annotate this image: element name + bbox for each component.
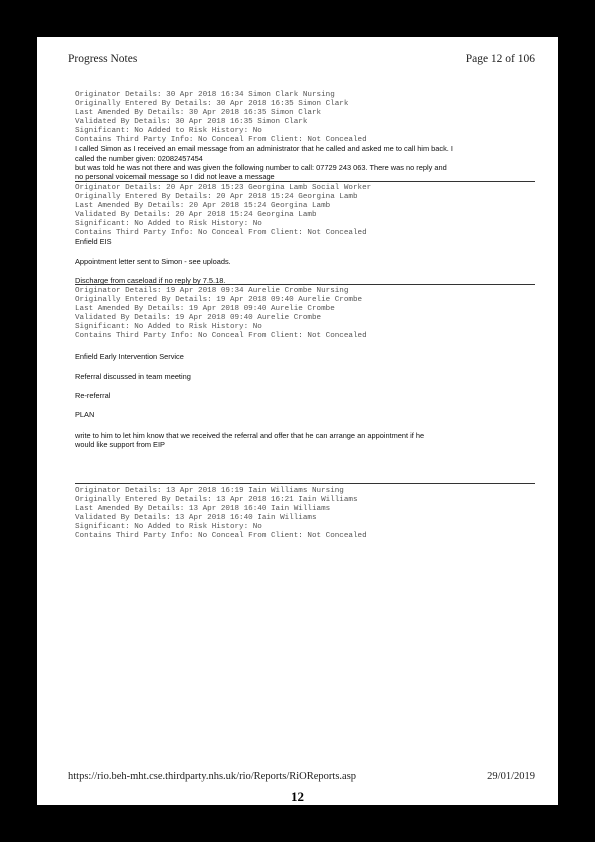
meta-validated: Validated By Details: 30 Apr 2018 16:35 Simon Clark xyxy=(75,117,308,126)
meta-third-party: Contains Third Party Info: No Conceal From Client: Not Concealed xyxy=(75,228,367,237)
entry-divider xyxy=(75,181,535,182)
meta-originator: Originator Details: 19 Apr 2018 09:34 Aurelie Crombe Nursing xyxy=(75,287,349,295)
document-page xyxy=(37,37,558,805)
meta-validated: Validated By Details: 19 Apr 2018 09:40 Aurelie Crombe xyxy=(75,313,322,322)
meta-amended: Last Amended By Details: 19 Apr 2018 09:40 Aurelie Crombe xyxy=(75,304,335,313)
note-line: I called Simon as I received an email message from an administrator that he called and asked me to call him back. I xyxy=(75,144,453,154)
meta-significant: Significant: No Added to Risk History: No xyxy=(75,322,262,331)
entry-divider xyxy=(75,284,535,285)
meta-originator: Originator Details: 20 Apr 2018 15:23 Georgina Lamb Social Worker xyxy=(75,184,372,192)
note-line: PLAN xyxy=(75,410,95,420)
page-number: 12 xyxy=(291,789,304,804)
progress-note-entry xyxy=(75,184,530,285)
header-page-count: Page 12 of 106 xyxy=(465,53,535,65)
meta-originator: Originator Details: 30 Apr 2018 16:34 Simon Clark Nursing xyxy=(75,91,335,99)
note-line: Referral discussed in team meeting xyxy=(75,371,191,381)
meta-amended: Last Amended By Details: 30 Apr 2018 16:35 Simon Clark xyxy=(75,108,322,117)
note-line: Appointment letter sent to Simon - see uploads. xyxy=(75,256,231,266)
note-line: no personal voicemail message so I did not leave a message xyxy=(75,172,275,182)
progress-note-entry xyxy=(75,487,530,540)
footer-date: 29/01/2019 xyxy=(487,771,535,782)
meta-amended: Last Amended By Details: 20 Apr 2018 15:24 Georgina Lamb xyxy=(75,201,331,210)
meta-third-party: Contains Third Party Info: No Conceal From Client: Not Concealed xyxy=(75,531,367,540)
meta-entered: Originally Entered By Details: 20 Apr 2018 15:24 Georgina Lamb xyxy=(75,192,358,201)
meta-entered: Originally Entered By Details: 30 Apr 2018 16:35 Simon Clark xyxy=(75,99,349,108)
note-line: Discharge from caseload if no reply by 7.5.18. xyxy=(75,275,226,285)
meta-significant: Significant: No Added to Risk History: No xyxy=(75,126,262,135)
note-line: would like support from EIP xyxy=(75,440,165,450)
progress-note-entry xyxy=(75,91,530,181)
note-line: called the number given: 02082457454 xyxy=(75,153,203,163)
meta-validated: Validated By Details: 20 Apr 2018 15:24 Georgina Lamb xyxy=(75,210,317,219)
note-line: write to him to let him know that we received the referral and offer that he can arrange an appointment if he xyxy=(75,431,425,441)
meta-significant: Significant: No Added to Risk History: No xyxy=(75,522,262,531)
meta-originator: Originator Details: 13 Apr 2018 16:19 Iain Williams Nursing xyxy=(75,487,344,495)
note-line: Enfield EIS xyxy=(75,237,112,247)
footer-url: https://rio.beh-mht.cse.thirdparty.nhs.uk/rio/Reports/RiOReports.asp xyxy=(68,771,357,782)
meta-significant: Significant: No Added to Risk History: No xyxy=(75,219,262,228)
note-line: Enfield Early Intervention Service xyxy=(75,352,184,362)
note-line: but was told he was not there and was given the following number to call: 07729 243 063. There was no reply and xyxy=(75,162,447,172)
header-title: Progress Notes xyxy=(68,53,138,65)
meta-entered: Originally Entered By Details: 19 Apr 2018 09:40 Aurelie Crombe xyxy=(75,295,363,304)
entry-divider xyxy=(75,483,535,484)
meta-amended: Last Amended By Details: 13 Apr 2018 16:40 Iain Williams xyxy=(75,504,331,513)
meta-third-party: Contains Third Party Info: No Conceal From Client: Not Concealed xyxy=(75,135,367,144)
progress-note-entry xyxy=(75,287,530,450)
meta-validated: Validated By Details: 13 Apr 2018 16:40 Iain Williams xyxy=(75,513,317,522)
meta-entered: Originally Entered By Details: 13 Apr 2018 16:21 Iain Williams xyxy=(75,495,358,504)
meta-third-party: Contains Third Party Info: No Conceal From Client: Not Concealed xyxy=(75,331,367,340)
note-line: Re-referral xyxy=(75,390,111,400)
